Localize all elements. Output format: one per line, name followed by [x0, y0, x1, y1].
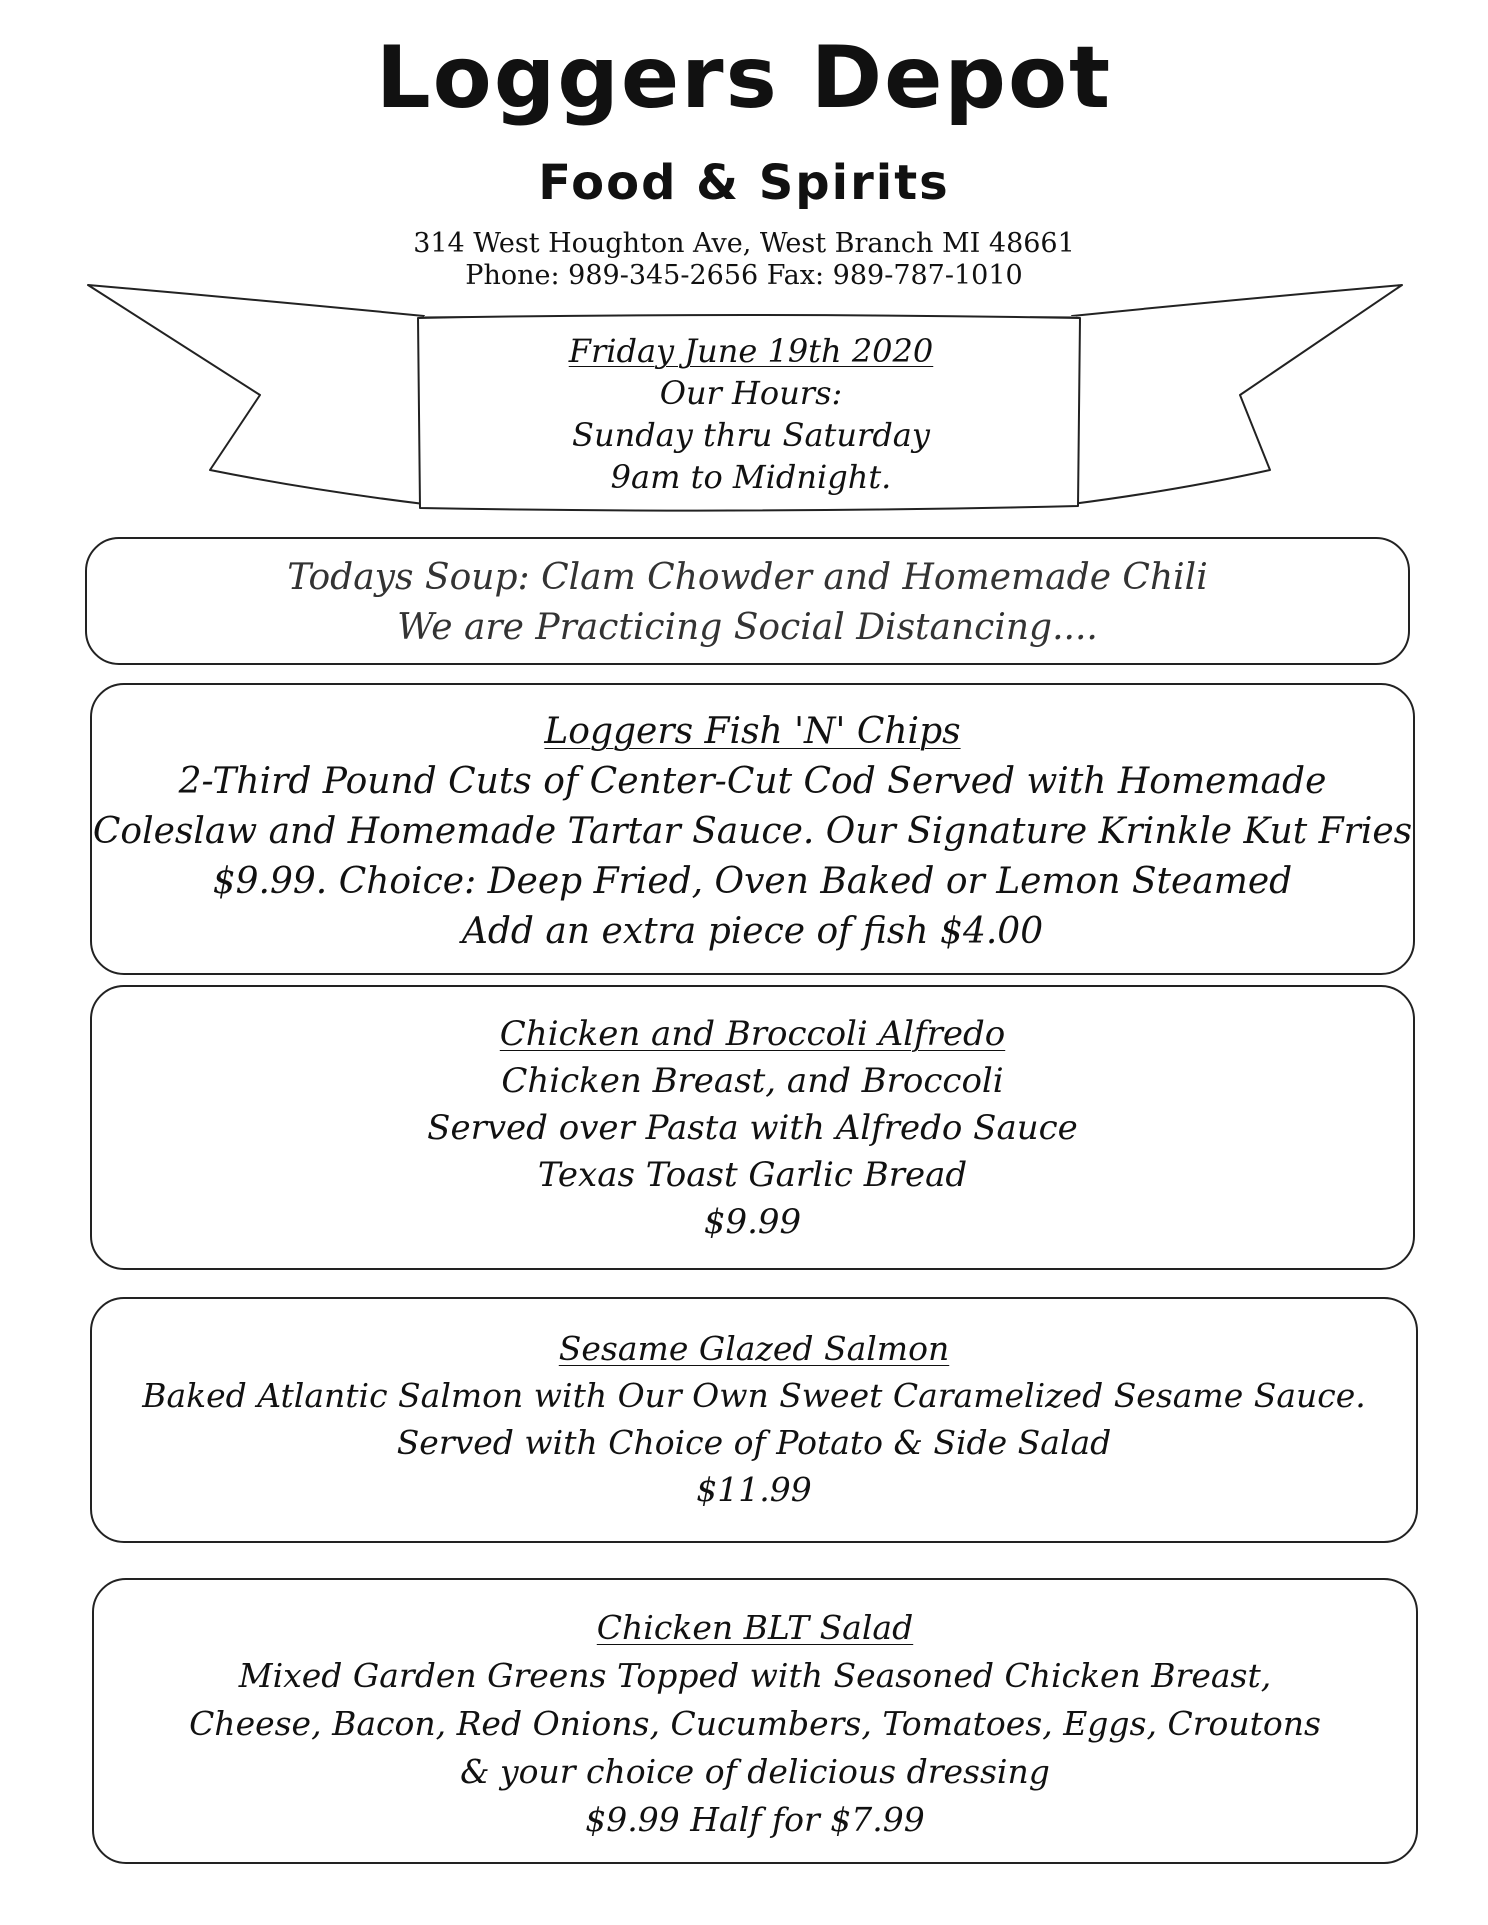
special-description: Chicken Breast, and Broccoli	[501, 1061, 1004, 1101]
special-title: Chicken and Broccoli Alfredo	[499, 1014, 1006, 1054]
special-description: Texas Toast Garlic Bread	[537, 1155, 968, 1195]
hours-time: 9am to Midnight.	[610, 458, 892, 496]
soup-notice-box	[85, 537, 1410, 665]
special-chicken-blt-salad	[92, 1578, 1418, 1864]
distancing-notice: We are Practicing Social Distancing....	[397, 607, 1098, 648]
special-fish-n-chips	[90, 683, 1415, 975]
special-description: Cheese, Bacon, Red Onions, Cucumbers, Tomatoes, Eggs, Croutons	[189, 1704, 1321, 1743]
special-title: Sesame Glazed Salmon	[558, 1329, 950, 1368]
special-description: Baked Atlantic Salmon with Our Own Sweet Caramelized Sesame Sauce.	[142, 1376, 1366, 1415]
special-price: $11.99	[696, 1470, 812, 1509]
special-sesame-salmon	[90, 1297, 1418, 1543]
special-description: & your choice of delicious dressing	[460, 1752, 1050, 1791]
special-price: $9.99. Choice: Deep Fried, Oven Baked or Lemon Steamed	[212, 861, 1293, 902]
hours-days: Sunday thru Saturday	[572, 416, 930, 454]
restaurant-name: Loggers Depot	[375, 28, 1113, 128]
menu-date: Friday June 19th 2020	[568, 332, 934, 370]
special-description: Served with Choice of Potato & Side Salad	[396, 1423, 1112, 1462]
soup-of-the-day: Todays Soup: Clam Chowder and Homemade Chili	[287, 557, 1208, 598]
restaurant-tagline: Food & Spirits	[538, 155, 950, 211]
special-description: 2-Third Pound Cuts of Center-Cut Cod Served with Homemade	[178, 761, 1327, 802]
address: 314 West Houghton Ave, West Branch MI 48661	[413, 228, 1075, 259]
special-title: Chicken BLT Salad	[596, 1608, 914, 1647]
special-price: $9.99	[703, 1202, 802, 1242]
hours-label: Our Hours:	[659, 374, 843, 412]
special-chicken-alfredo	[90, 985, 1415, 1270]
special-addon: Add an extra piece of fish $4.00	[461, 911, 1044, 952]
phone-fax: Phone: 989-345-2656 Fax: 989-787-1010	[465, 260, 1023, 291]
special-description: Coleslaw and Homemade Tartar Sauce. Our Signature Krinkle Kut Fries	[92, 811, 1413, 852]
hours-panel	[420, 330, 1082, 498]
special-price: $9.99 Half for $7.99	[585, 1800, 925, 1839]
special-title: Loggers Fish 'N' Chips	[544, 711, 961, 752]
special-description: Mixed Garden Greens Topped with Seasoned Chicken Breast,	[238, 1656, 1272, 1695]
special-description: Served over Pasta with Alfredo Sauce	[427, 1108, 1078, 1148]
